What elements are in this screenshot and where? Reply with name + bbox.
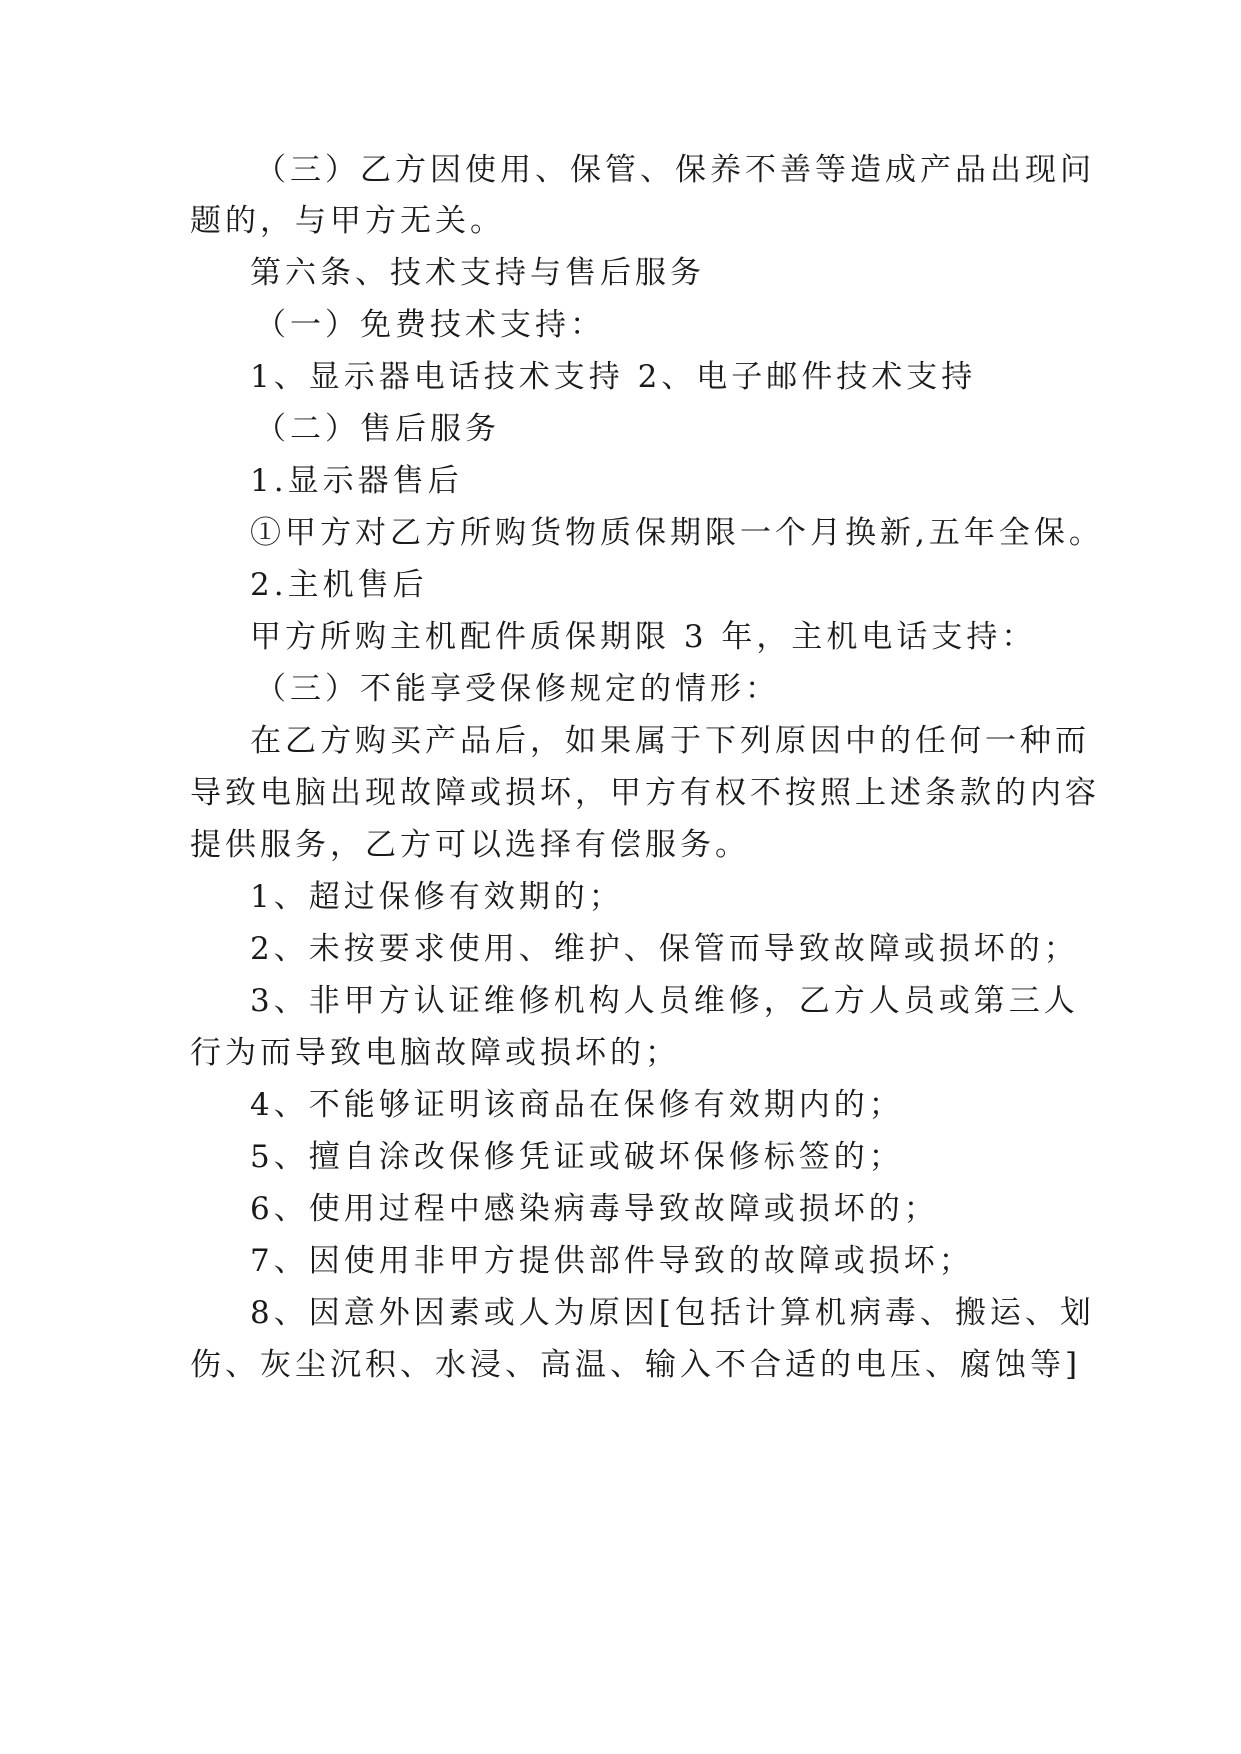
- paragraph-line: 导致电脑出现故障或损坏，甲方有权不按照上述条款的内容: [190, 775, 1100, 811]
- list-item: 伤、灰尘沉积、水浸、高温、输入不合适的电压、腐蚀等]: [190, 1347, 1082, 1383]
- list-item: 1、显示器电话技术支持 2、电子邮件技术支持: [250, 359, 977, 395]
- list-item: 8、因意外因素或人为原因[包括计算机病毒、搬运、划: [250, 1295, 1095, 1331]
- section-heading: 第六条、技术支持与售后服务: [250, 255, 705, 291]
- subsection-heading: （二）售后服务: [255, 411, 500, 447]
- list-item: 1、超过保修有效期的；: [250, 879, 624, 915]
- paragraph-line: 在乙方购买产品后，如果属于下列原因中的任何一种而: [250, 723, 1090, 759]
- paragraph-line: （三）乙方因使用、保管、保养不善等造成产品出现问: [255, 152, 1095, 188]
- subsection-heading: （一）免费技术支持：: [255, 307, 605, 343]
- list-item: 3、非甲方认证维修机构人员维修，乙方人员或第三人: [250, 983, 1079, 1019]
- list-item: 4、不能够证明该商品在保修有效期内的；: [250, 1087, 904, 1123]
- list-item: 6、使用过程中感染病毒导致故障或损坏的；: [250, 1191, 939, 1227]
- list-item: 5、擅自涂改保修凭证或破坏保修标签的；: [250, 1139, 904, 1175]
- paragraph-line: 提供服务，乙方可以选择有偿服务。: [190, 827, 750, 863]
- list-item: 7、因使用非甲方提供部件导致的故障或损坏；: [250, 1243, 974, 1279]
- list-item: 行为而导致电脑故障或损坏的；: [190, 1035, 680, 1071]
- list-item: ①甲方对乙方所购货物质保期限一个月换新,五年全保。: [250, 515, 1104, 551]
- list-item: 1.显示器售后: [250, 463, 463, 499]
- paragraph-line: 题的，与甲方无关。: [190, 203, 505, 239]
- list-item: 2、未按要求使用、维护、保管而导致故障或损坏的；: [250, 931, 1079, 967]
- subsection-heading: （三）不能享受保修规定的情形：: [255, 671, 780, 707]
- paragraph-line: 甲方所购主机配件质保期限 3 年，主机电话支持：: [250, 619, 1037, 655]
- list-item: 2.主机售后: [250, 567, 428, 603]
